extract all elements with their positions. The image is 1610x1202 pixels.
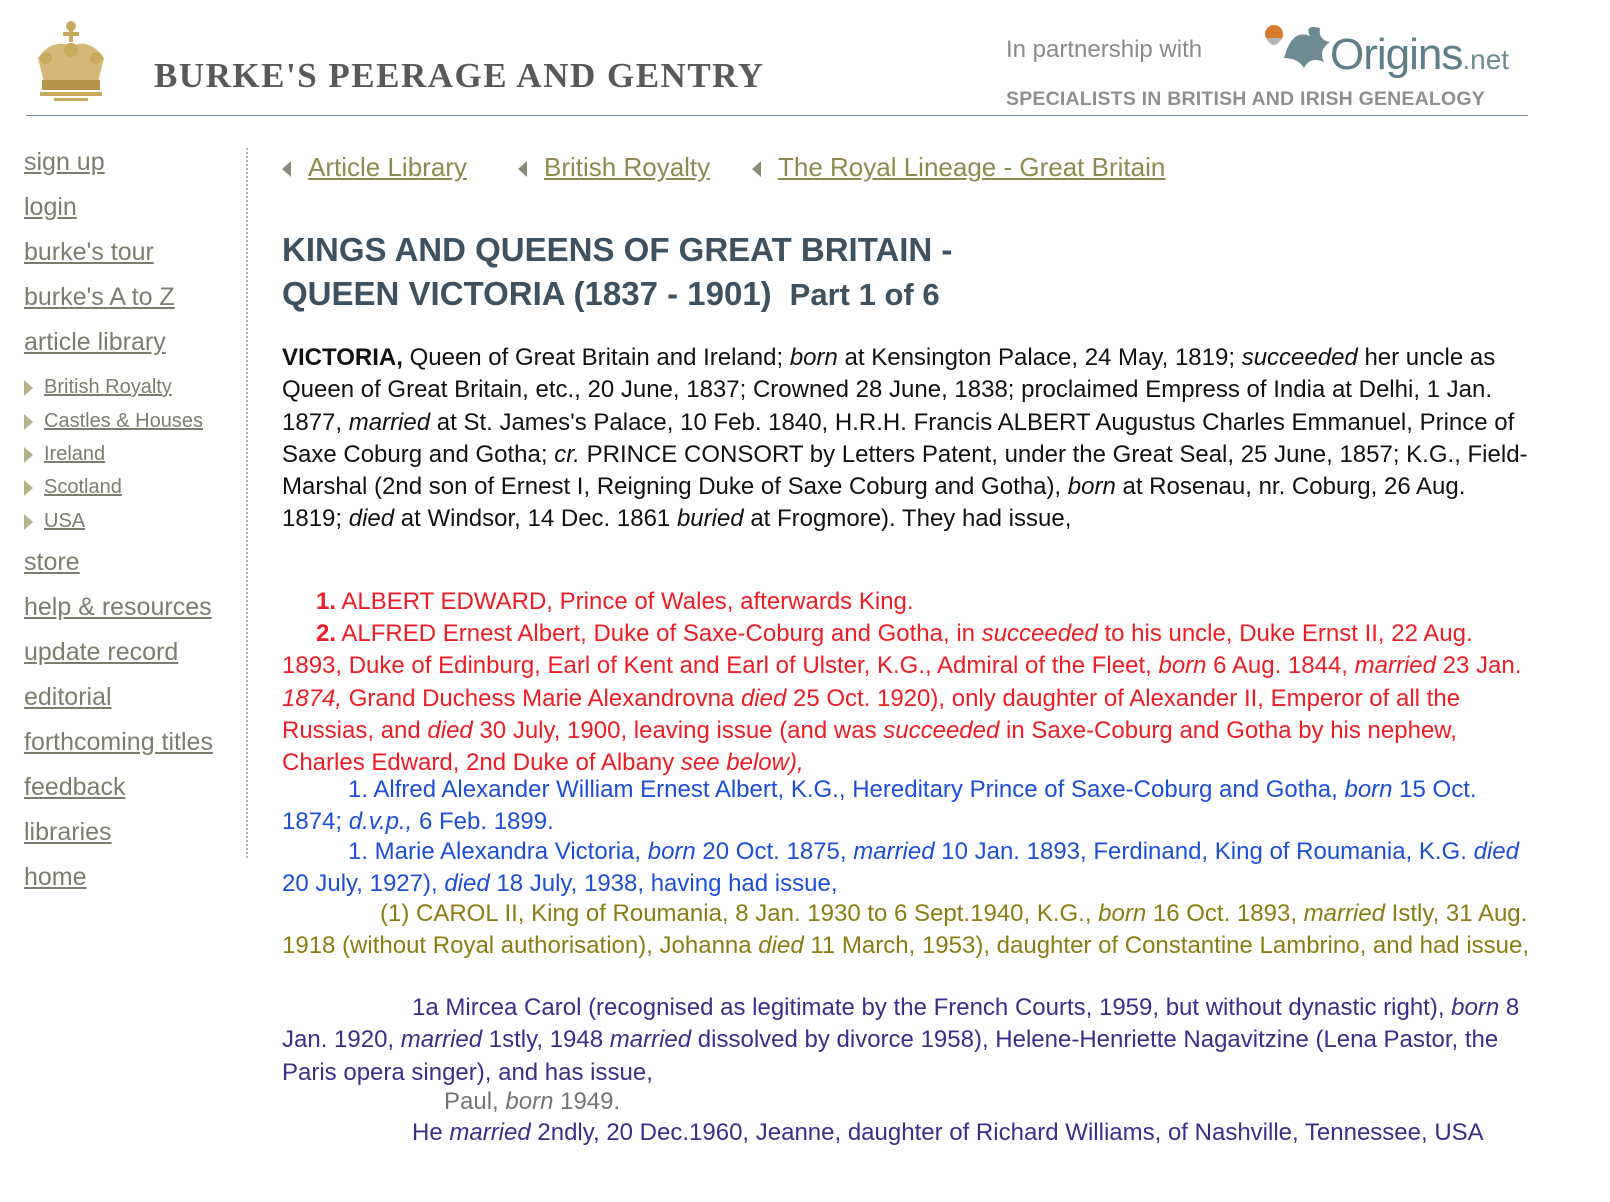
sidebar-link-forthcoming-titles[interactable]: forthcoming titles xyxy=(24,728,213,756)
sidebar-link-feedback[interactable]: feedback xyxy=(24,773,126,801)
entry-italic: see below), xyxy=(680,749,804,777)
entry-text: dissolved by divorce 1958), Helene-Henriette Nagavitzine (Lena Pastor, the Paris opera singer), and has issue, xyxy=(282,1026,1499,1086)
entry-text: 20 July, 1927), xyxy=(282,870,445,898)
intro-text: at St. James's Palace, 10 Feb. 1840, H.R.H. Francis ALBERT Augustus Charles Emmanuel, Prince of Saxe Coburg and Gotha; xyxy=(282,408,1515,468)
lineage-entry-8 xyxy=(282,1117,1532,1149)
sidebar-link-help-resources[interactable]: help & resources xyxy=(24,593,212,621)
page-part-indicator: Part 1 of 6 xyxy=(789,277,940,312)
entry-text: (1) CAROL II, King of Roumania, 8 Jan. 1930 to 6 Sept.1940, K.G., xyxy=(380,900,1099,927)
triangle-right-icon xyxy=(24,447,33,463)
intro-text: at Rosenau, nr. Coburg, 26 Aug. 1819; xyxy=(282,473,1466,533)
entry-italic: born xyxy=(1451,994,1500,1021)
entry-text: 23 Jan. xyxy=(1436,652,1522,680)
intro-name: VICTORIA, xyxy=(282,344,403,371)
sidebar-link-libraries[interactable]: libraries xyxy=(24,818,112,846)
intro-italic: died xyxy=(348,505,395,533)
breadcrumb-article-library[interactable]: Article Library xyxy=(308,152,467,182)
sidebar-sublink-label[interactable]: British Royalty xyxy=(44,376,172,398)
sidebar-link-a-to-z[interactable]: burke's A to Z xyxy=(24,283,175,311)
sidebar-nav xyxy=(24,148,248,891)
intro-text: her uncle as Queen of Great Britain, etc., 20 June, 1837; Crowned 28 June, 1838; proclaimed Empress of India at Delhi, 1 Jan. 1877, xyxy=(282,344,1496,436)
entry-text: 6 Feb. 1899. xyxy=(412,808,554,836)
sidebar-link-home[interactable]: home xyxy=(24,863,87,891)
entry-text: in Saxe-Coburg and Gotha by his nephew, Charles Edward, 2nd Duke of Albany xyxy=(282,716,1457,777)
entry-italic: born xyxy=(1158,652,1207,680)
intro-text: Queen of Great Britain and Ireland; xyxy=(402,344,790,371)
sidebar-link-sign-up[interactable]: sign up xyxy=(24,148,105,176)
entry-text: ALFRED Ernest Albert, Duke of Saxe-Coburg and Gotha, in xyxy=(336,620,982,647)
partner-tagline: SPECIALISTS IN BRITISH AND IRISH GENEALOGY xyxy=(1006,88,1485,110)
entry-number: 2. xyxy=(316,620,337,647)
entry-text: 1. Marie Alexandra Victoria, xyxy=(348,838,648,865)
site-header xyxy=(26,10,1528,116)
entry-italic: born xyxy=(505,1088,554,1115)
entry-italic: married xyxy=(1303,900,1386,927)
intro-italic: married xyxy=(348,408,431,436)
entry-italic: married xyxy=(449,1119,531,1146)
partner-tld: .net xyxy=(1462,44,1510,75)
entry-italic: born xyxy=(647,838,696,865)
entry-text: ALBERT EDWARD, Prince of Wales, afterwards King. xyxy=(336,588,914,615)
sidebar-link-burkes-tour[interactable]: burke's tour xyxy=(24,238,154,266)
page-title-line2-row xyxy=(282,272,952,317)
intro-paragraph xyxy=(282,342,1532,536)
entry-text: to his uncle, Duke Ernst II, 22 Aug. 1893, Duke of Edinburg, Earl of Kent and Earl of Ulster, K.G., Admiral of the Fleet, xyxy=(282,620,1473,680)
entry-text: He xyxy=(412,1119,450,1146)
oak-leaf-acorn-icon xyxy=(1264,18,1334,74)
lineage-entry-5 xyxy=(282,898,1532,963)
partner-name: Origins xyxy=(1330,30,1463,79)
breadcrumb-british-royalty[interactable]: British Royalty xyxy=(544,152,711,182)
entry-text: Paul, xyxy=(444,1088,506,1115)
intro-italic: cr. xyxy=(554,440,580,468)
entry-text: 2ndly, 20 Dec.1960, Jeanne, daughter of Richard Williams, of Nashville, Tennessee, USA xyxy=(530,1119,1484,1146)
entry-italic: succeeded xyxy=(981,620,1098,647)
entry-text: 1949. xyxy=(553,1088,621,1115)
entry-italic: 1874, xyxy=(282,684,343,712)
entry-text: 11 March, 1953), daughter of Constantine Lambrino, and had issue, xyxy=(803,932,1530,960)
entry-italic: married xyxy=(609,1026,692,1054)
entry-text: Grand Duchess Marie Alexandrovna xyxy=(342,684,741,712)
entry-italic: married xyxy=(400,1026,483,1054)
sidebar-link-editorial[interactable]: editorial xyxy=(24,683,112,711)
triangle-right-icon xyxy=(24,514,33,530)
entry-number: 1. xyxy=(316,588,337,615)
partner-logo-text[interactable] xyxy=(1330,30,1509,80)
entry-italic: died xyxy=(740,684,787,712)
lineage-entry-2 xyxy=(282,618,1532,779)
lineage-entry-1 xyxy=(282,586,1532,618)
lineage-entry-4 xyxy=(282,836,1532,901)
entry-text: 8 Jan. 1920, xyxy=(282,994,1520,1054)
site-brand-title[interactable]: BURKE'S PEERAGE AND GENTRY xyxy=(154,56,765,95)
sidebar-link-login[interactable]: login xyxy=(24,193,77,221)
entry-italic: born xyxy=(1344,776,1393,803)
sidebar-sublink-label[interactable]: Ireland xyxy=(44,443,106,465)
entry-text: 30 July, 1900, leaving issue (and was xyxy=(472,716,884,744)
triangle-right-icon xyxy=(24,414,33,430)
intro-italic: born xyxy=(789,344,838,371)
entry-text: 25 Oct. 1920), only daughter of Alexander II, Emperor of all the Russias, and xyxy=(282,684,1461,744)
entry-text: 16 Oct. 1893, xyxy=(1146,900,1304,927)
intro-text: at Kensington Palace, 24 May, 1819; xyxy=(837,344,1242,371)
sidebar-sublink-label[interactable]: USA xyxy=(44,510,86,532)
sidebar-sublink-label[interactable]: Castles & Houses xyxy=(44,410,203,432)
entry-text: 1stly, 1948 xyxy=(482,1026,610,1054)
entry-text: 1. Alfred Alexander William Ernest Albert, K.G., Hereditary Prince of Saxe-Coburg and Gotha, xyxy=(348,776,1345,803)
triangle-right-icon xyxy=(24,480,33,496)
lineage-entry-7 xyxy=(282,1086,1532,1118)
entry-italic: married xyxy=(853,838,935,865)
intro-text: PRINCE CONSORT by Letters Patent, under the Great Seal, 25 June, 1857; K.G., Field-Marshal (2nd son of Ernest I, Reigning Duke of Saxe Coburg and Gotha), xyxy=(282,440,1528,501)
entry-italic: d.v.p., xyxy=(348,808,413,836)
intro-italic: succeeded xyxy=(1241,344,1358,371)
intro-text: at Windsor, 14 Dec. 1861 xyxy=(394,505,677,533)
page-title-line1: KINGS AND QUEENS OF GREAT BRITAIN - xyxy=(282,231,953,268)
page-title-line2: QUEEN VICTORIA (1837 - 1901) xyxy=(282,275,772,312)
lineage-entry-6 xyxy=(282,992,1532,1089)
entry-italic: died xyxy=(758,932,804,960)
triangle-right-icon xyxy=(24,380,33,396)
entry-italic: born xyxy=(1098,900,1147,927)
entry-text: 20 Oct. 1875, xyxy=(695,838,854,865)
entry-text: Istly, 31 Aug. 1918 (without Royal authorisation), Johanna xyxy=(282,900,1528,960)
entry-italic: married xyxy=(1354,652,1436,680)
triangle-left-icon xyxy=(282,161,291,177)
partner-prefix: In partnership with xyxy=(1006,36,1203,63)
sidebar-link-article-library[interactable]: article library xyxy=(24,328,166,356)
entry-italic: died xyxy=(427,716,473,744)
entry-italic: died xyxy=(444,870,490,898)
triangle-left-icon xyxy=(752,161,761,177)
sidebar-sublink-label[interactable]: Scotland xyxy=(44,476,122,498)
intro-text: at Frogmore). They had issue, xyxy=(743,505,1072,533)
intro-italic: buried xyxy=(676,505,744,533)
entry-text: 15 Oct. 1874; xyxy=(282,776,1477,836)
entry-text: 18 July, 1938, having had issue, xyxy=(489,870,838,898)
entry-text: 6 Aug. 1844, xyxy=(1206,652,1355,680)
entry-italic: succeeded xyxy=(883,716,1000,744)
entry-text: 10 Jan. 1893, Ferdinand, King of Roumania, K.G. xyxy=(934,838,1474,865)
sidebar-link-update-record[interactable]: update record xyxy=(24,638,179,666)
page-title xyxy=(282,228,952,317)
entry-text: 1a Mircea Carol (recognised as legitimate by the French Courts, 1959, but without dynastic right), xyxy=(412,994,1452,1021)
crown-logo-icon[interactable] xyxy=(32,18,110,110)
intro-italic: born xyxy=(1067,473,1116,501)
breadcrumb-royal-lineage[interactable]: The Royal Lineage - Great Britain xyxy=(778,152,1166,182)
lineage-entry-3 xyxy=(282,774,1532,839)
sidebar-link-store[interactable]: store xyxy=(24,548,80,576)
triangle-left-icon xyxy=(518,161,527,177)
entry-italic: died xyxy=(1473,838,1519,865)
